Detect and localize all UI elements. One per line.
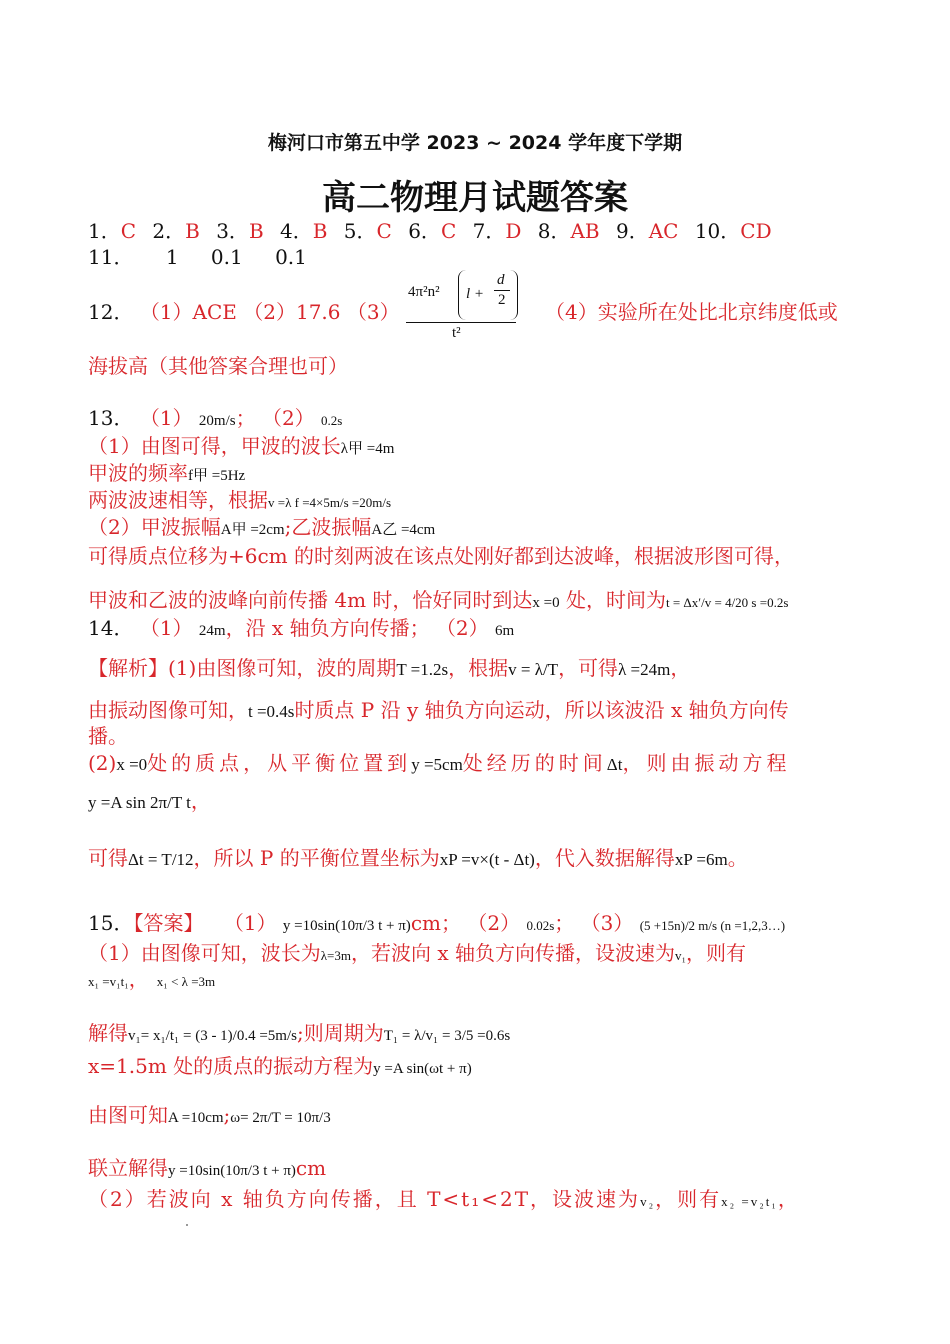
q15-formula3: (5 +15n)/2 m/s (n =1,2,3…): [639, 918, 786, 933]
q14-value2: 6m: [495, 623, 515, 639]
q15-l7-formula1: v₂: [640, 1194, 656, 1209]
q12-part1: （1）ACE: [139, 300, 237, 324]
q15-l7-text-a: （2）若波向 x 轴负方向传播，且 T<t₁<2T，设波速为: [88, 1187, 641, 1211]
q13-l1: [88, 433, 394, 462]
q15-l1-formula2: v₁: [674, 948, 687, 963]
choice-answer: C: [440, 219, 457, 243]
q11-answer-1: 1: [165, 245, 179, 269]
q15-unit1: cm；: [410, 911, 461, 935]
q15-l2-formula1: x₁ =v₁t₁: [88, 974, 129, 989]
q14-l4-text-b: 处的质点，从平衡位置到: [147, 751, 412, 775]
q14-l1-formula2: v = λ/T: [508, 660, 559, 679]
q14-l6-formula2: xP =v×(t - Δt): [439, 850, 535, 869]
q14-l1-text-c: ，可得: [558, 656, 619, 680]
q13-l1-text: （1）由图可得，甲波的波长: [88, 434, 341, 458]
q14-l1-text-b: ，根据: [448, 656, 509, 680]
formula-main-bar: [406, 322, 516, 323]
choice-num: 3．: [216, 219, 249, 243]
q13-l4-text-a: （2）甲波振幅: [88, 515, 221, 539]
q14-value1: 24m: [198, 623, 226, 639]
q12-part4-cont: 海拔高（其他答案合理也可）: [88, 354, 348, 378]
q13-l2-formula: f甲 =5Hz: [188, 468, 246, 484]
q14-l1-text-a: 【解析】(1)由图像可知，波的周期: [88, 656, 397, 680]
q14-l2-text-b: 时质点 P 沿 y 轴负方向运动，所以该波沿 x 轴负方向传: [294, 698, 789, 722]
q14-part1: （1）: [139, 616, 193, 640]
q13-l3-formula: v =λ f =4×5m/s =20m/s: [268, 495, 392, 510]
q15-l6-formula: y =10sin(10π/3 t + π): [168, 1163, 296, 1179]
q15-l4-text: x=1.5m 处的质点的振动方程为: [88, 1054, 374, 1078]
q14-l4-formula1: x =0: [116, 755, 148, 774]
q14-l6-text-b: ，所以 P 的平衡位置坐标为: [193, 846, 440, 870]
choice-answer: B: [185, 219, 200, 243]
q15-l5-formula1: A =10cm: [168, 1110, 224, 1126]
q13-l6-text-b: 处，时间为: [565, 588, 666, 612]
page-title: 高二物理月试题答案: [322, 178, 628, 218]
q14-l6-text-a: 可得: [88, 846, 128, 870]
formula-numerator: 4π²n²: [408, 284, 440, 300]
q15-sep2: ；: [554, 911, 575, 935]
q15-l6: [88, 1155, 326, 1184]
q13-l4-formula2: A乙 =4cm: [371, 522, 436, 538]
q13-l3-text: 两波波速相等，根据: [88, 488, 268, 512]
q15-l3-text-b: ;则周期为: [296, 1021, 384, 1045]
q14-l4-text-c: 处经历的时间: [462, 751, 607, 775]
q13-part2: （2）: [261, 406, 315, 430]
choice-answer: D: [505, 219, 522, 243]
q15-l1-text-b: ，若波向 x 轴负方向传播，设波速为: [350, 941, 675, 965]
formula-denominator: t²: [452, 325, 461, 341]
q15-answer-label: 【答案】: [133, 911, 204, 935]
q13-l4-text-b: ;乙波振幅: [284, 515, 372, 539]
q14-l1-formula3: λ =24m: [618, 660, 671, 679]
choice-num: 8．: [537, 219, 571, 243]
choice-num: 9．: [615, 219, 649, 243]
q15-l1-text-a: （1）由图像可知，波长为: [88, 941, 321, 965]
q15-l5-text-b: ;: [223, 1103, 231, 1127]
choice-answer: AC: [648, 219, 679, 243]
q11-line: [88, 244, 307, 270]
choice-num: 4．: [280, 219, 313, 243]
q14-l5-text: ，: [190, 789, 211, 813]
q15-l4: [88, 1053, 472, 1082]
q13-l4-formula1: A甲 =2cm: [220, 522, 285, 538]
q14-part2: （2）: [435, 616, 489, 640]
choice-num: 1．: [88, 219, 121, 243]
q15-formula2: 0.02s: [526, 918, 555, 933]
school-header: 梅河口市第五中学 2023 ~ 2024 学年度下学期: [267, 132, 683, 154]
q12-part4: （4）实验所在处比北京纬度低或: [545, 300, 838, 324]
choice-answer: C: [376, 219, 392, 243]
q11-num: 11．: [88, 245, 134, 269]
q15-l6-text-b: cm: [295, 1156, 327, 1180]
q14-l2-text-a: 由振动图像可知，: [88, 698, 248, 722]
q15-l7-formula2: x₂ =v₂t₁: [721, 1194, 778, 1209]
q13-value1: 20m/s: [198, 413, 236, 429]
q15-l2-text: ，: [128, 967, 149, 991]
q15-l7: [88, 1186, 800, 1215]
choice-answers: [88, 218, 772, 244]
formula-d: d: [497, 272, 505, 288]
q13-num: 13．: [88, 406, 134, 430]
q14-l6-formula1: Δt = T/12: [128, 850, 194, 869]
stray-dot: [186, 1224, 188, 1226]
q13-part1: （1）: [139, 406, 193, 430]
q13-l6: [88, 587, 788, 616]
q14-l4-formula3: Δt: [606, 755, 623, 774]
q14-l4-text-a: (2): [88, 751, 117, 775]
q13-l4: [88, 514, 435, 543]
q12-line: [88, 299, 400, 325]
q13-l3: [88, 487, 391, 516]
q15-l6-text-a: 联立解得: [88, 1156, 168, 1180]
q13-l6-formula2: t = Δx′/v = 4/20 s =0.2s: [665, 595, 789, 610]
q14-l6: [88, 845, 748, 873]
q11-answer-3: 0.1: [275, 245, 307, 269]
q15-part2: （2）: [467, 911, 521, 935]
q13-line: [88, 405, 342, 434]
q13-l6-text: 甲波和乙波的波峰向前传播 4m 时，恰好同时到达: [88, 588, 533, 612]
q15-line: [88, 910, 785, 939]
q13-l6-formula1: x =0: [532, 595, 560, 611]
q13-l2-text: 甲波的频率: [88, 461, 188, 485]
q14-l4-formula2: y =5cm: [411, 755, 463, 774]
q14-l3: 播。: [88, 724, 128, 748]
q15-l4-formula: y =A sin(ωt + π): [373, 1061, 472, 1077]
q15-l1-text-c: ，则有: [686, 941, 747, 965]
q13-l2: [88, 460, 245, 489]
q14-line: [88, 615, 514, 644]
choice-num: 7．: [472, 219, 506, 243]
q13-sep: ；: [235, 406, 256, 430]
q15-l3-formula1: v₁= x₁/t₁ = (3 - 1)/0.4 =5m/s: [128, 1028, 297, 1044]
q12-formula: [406, 270, 516, 346]
q14-l5-formula: y =A sin 2π/T t: [88, 793, 191, 812]
choice-answer: B: [312, 219, 328, 243]
q14-l4: [88, 750, 790, 778]
q15-l5: [88, 1102, 331, 1131]
formula-l: l +: [466, 286, 485, 302]
q14-l1: [88, 655, 690, 683]
choice-num: 5．: [343, 219, 377, 243]
q15-l2-formula2: x₁ < λ =3m: [156, 974, 216, 989]
choice-num: 2．: [152, 219, 186, 243]
choice-num: 6．: [408, 219, 441, 243]
q14-l6-text-d: 。: [727, 846, 748, 870]
q14-l1-formula1: T =1.2s: [396, 660, 449, 679]
choice-answer: B: [248, 219, 264, 243]
choice-answer: AB: [570, 219, 600, 243]
q15-l1: [88, 940, 746, 969]
q15-l3-formula2: T₁ = λ/v₁ = 3/5 =0.6s: [383, 1028, 511, 1044]
q14-num: 14．: [88, 616, 134, 640]
q14-l6-text-c: ，代入数据解得: [534, 846, 675, 870]
choice-answer: C: [120, 219, 137, 243]
q13-l1-formula: λ甲 =4m: [340, 441, 395, 457]
formula-2: 2: [498, 292, 506, 308]
q15-l7-text-b: ，则有: [655, 1187, 722, 1211]
q14-text1: ，沿 x 轴负方向传播；: [225, 616, 430, 640]
q14-l4-text-d: ，则由振动方程: [622, 751, 791, 775]
formula-d-bar: [494, 290, 510, 291]
q14-l6-formula3: xP =6m: [674, 850, 728, 869]
q12-part3: （3）: [346, 300, 400, 324]
q15-l3: [88, 1020, 510, 1049]
q15-l1-formula1: λ=3m: [320, 948, 351, 963]
q15-l2: [88, 966, 215, 995]
q14-l2-formula: t =0.4s: [248, 702, 295, 721]
q12-num: 12．: [88, 300, 134, 324]
q15-l5-text-a: 由图可知: [88, 1103, 168, 1127]
q15-formula1: y =10sin(10π/3 t + π): [282, 918, 411, 934]
q15-num: 15．: [88, 911, 134, 935]
q15-l5-formula2: ω= 2π/T = 10π/3: [230, 1110, 331, 1126]
q13-value2: 0.2s: [321, 413, 343, 428]
q13-l5: 可得质点位移为+6cm 的时刻两波在该点处刚好都到达波峰，根据波形图可得，: [88, 544, 795, 568]
q14-l1-text-d: ，: [670, 656, 691, 680]
q15-l3-text-a: 解得: [88, 1021, 128, 1045]
choice-answer: CD: [740, 219, 772, 243]
q14-l2: [88, 697, 789, 725]
q12-part2: （2）17.6: [243, 300, 341, 324]
q11-answer-2: 0.1: [210, 245, 243, 269]
choice-num: 10．: [694, 219, 741, 243]
q15-part3: （3）: [580, 911, 634, 935]
q15-part1: （1）: [223, 911, 277, 935]
q14-l5: [88, 788, 211, 816]
q15-l7-text-c: ，: [777, 1187, 800, 1211]
